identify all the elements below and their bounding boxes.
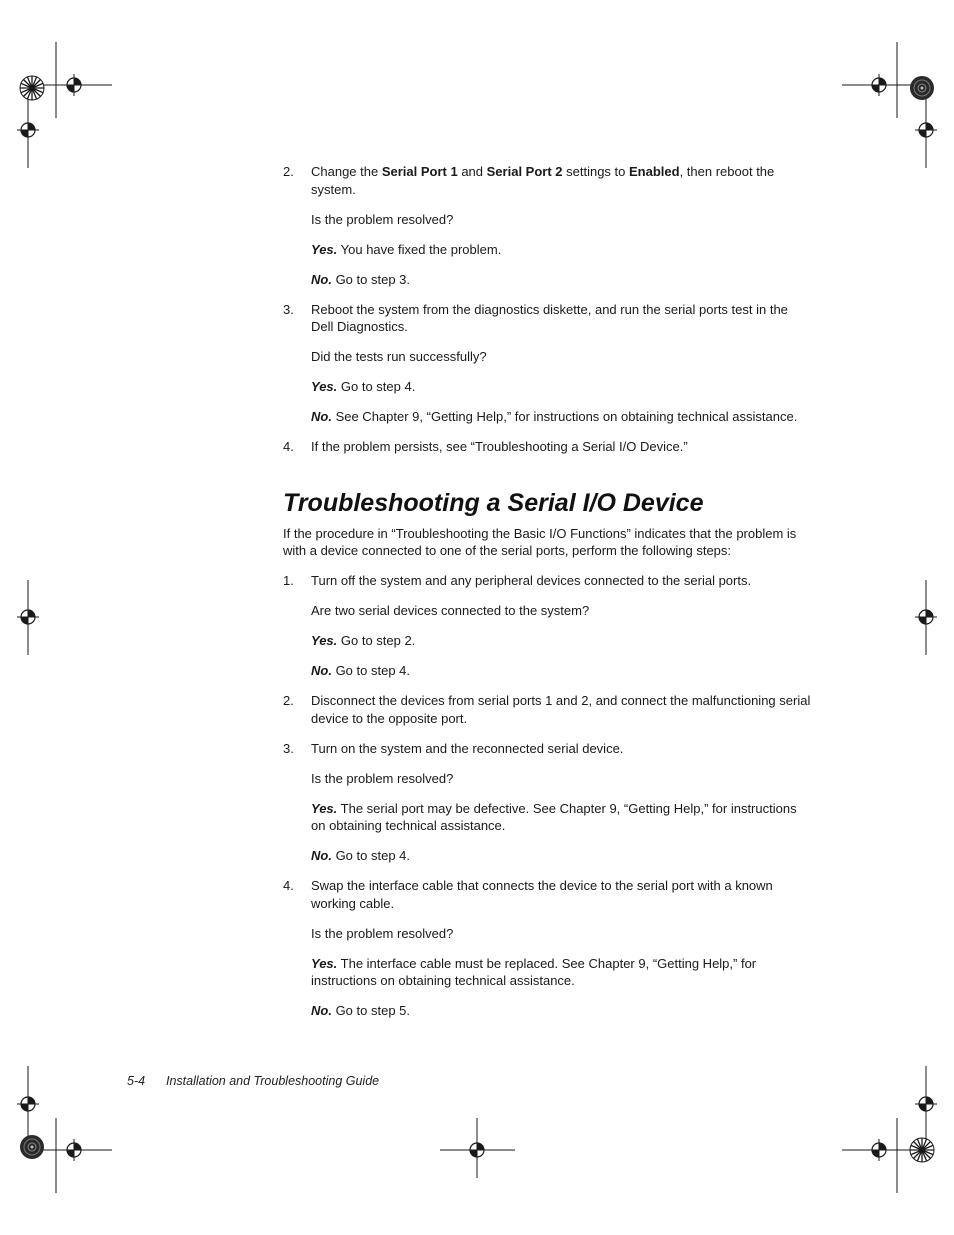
answer-text: The serial port may be defective. See Chapter 9, “Getting Help,” for instructions on obtaining technical assistance. [311, 800, 797, 833]
dark-target-mark-icon [20, 1135, 44, 1159]
setting-value: Enabled [629, 164, 680, 179]
setting-name: Serial Port 2 [486, 164, 563, 179]
answer-text: Go to step 3. [331, 271, 410, 287]
question: Are two serial devices connected to the system? [311, 603, 590, 618]
step-text: Turn off the system and any peripheral devices connected to the serial ports. [311, 573, 752, 588]
starburst-mark-icon [910, 1138, 934, 1162]
registration-mark-icon [915, 1093, 937, 1115]
answer-text: See Chapter 9, “Getting Help,” for instructions on obtaining technical assistance. [331, 409, 798, 424]
page-body [283, 163, 813, 1032]
yes-answer [311, 955, 813, 990]
step-2 [283, 163, 813, 198]
registration-mark-icon [17, 606, 39, 628]
no-label: No. [311, 1003, 332, 1018]
step-3 [283, 301, 813, 336]
step-number: 2. [283, 164, 294, 179]
question: Did the tests run successfully? [311, 349, 487, 364]
setting-name: Serial Port 1 [381, 164, 458, 179]
yes-label: Yes. [311, 241, 338, 257]
yes-answer [311, 632, 813, 650]
no-label: No. [311, 663, 332, 678]
no-answer [311, 847, 813, 865]
step-text: Disconnect the devices from serial ports 1 and 2, and connect the malfunctioning serial device to the opposite port. [311, 693, 811, 726]
registration-mark-icon [17, 1093, 39, 1115]
page-footer [127, 1074, 379, 1088]
yes-answer [311, 241, 813, 259]
no-label: No. [311, 271, 332, 287]
step-text: Change the [311, 164, 382, 179]
yes-answer [311, 378, 813, 396]
question: Is the problem resolved? [311, 770, 454, 786]
step-text: settings to [562, 164, 629, 179]
no-label: No. [311, 409, 332, 424]
page-number: 5-4 [127, 1074, 146, 1088]
no-answer [311, 1002, 813, 1020]
registration-mark-icon [868, 1139, 890, 1161]
yes-label: Yes. [311, 800, 338, 816]
registration-mark-icon [63, 74, 85, 96]
step-text: If the problem persists, see “Troubleshooting a Serial I/O Device.” [311, 439, 688, 454]
answer-text: Go to step 4. [331, 848, 410, 863]
step-number: 3. [283, 301, 294, 317]
serial-step-3 [283, 740, 813, 758]
step-text: Turn on the system and the reconnected serial device. [311, 740, 624, 756]
step-number: 4. [283, 878, 294, 893]
serial-step-2 [283, 692, 813, 727]
step-4 [283, 438, 813, 456]
step-text: and [457, 164, 487, 179]
section-intro: If the procedure in “Troubleshooting the Basic I/O Functions” indicates that the problem is with a device connected to one of the serial ports, perform the following steps: [283, 525, 797, 558]
registration-mark-icon [915, 119, 937, 141]
footer-title: Installation and Troubleshooting Guide [166, 1074, 380, 1088]
serial-step-4 [283, 877, 813, 912]
yes-label: Yes. [311, 955, 338, 971]
yes-label: Yes. [311, 379, 338, 394]
answer-text: Go to step 4. [331, 663, 410, 678]
step-text: Reboot the system from the diagnostics diskette, and run the serial ports test in the Dell Diagnostics. [311, 301, 788, 334]
step-number: 1. [283, 573, 294, 588]
registration-mark-icon [915, 606, 937, 628]
registration-mark-icon [63, 1139, 85, 1161]
answer-text: Go to step 4. [337, 379, 416, 394]
step-number: 4. [283, 439, 294, 454]
no-answer [311, 408, 813, 426]
section-heading: Troubleshooting a Serial I/O Device [283, 488, 704, 517]
registration-mark-icon [868, 74, 890, 96]
question: Is the problem resolved? [311, 211, 454, 227]
answer-text: Go to step 5. [331, 1003, 410, 1018]
step-number: 3. [283, 740, 294, 756]
step-number: 2. [283, 693, 294, 708]
step-text: , then reboot the system. [311, 164, 775, 197]
no-label: No. [311, 848, 332, 863]
answer-text: The interface cable must be replaced. See Chapter 9, “Getting Help,” for instructions on obtaining technical assistance. [311, 955, 757, 988]
registration-mark-icon [17, 119, 39, 141]
question: Is the problem resolved? [311, 925, 454, 941]
no-answer [311, 271, 813, 289]
registration-mark-icon [466, 1139, 488, 1161]
starburst-mark-icon [20, 76, 44, 100]
yes-answer [311, 800, 813, 835]
yes-label: Yes. [311, 633, 338, 648]
answer-text: You have fixed the problem. [337, 241, 502, 257]
serial-step-1 [283, 572, 813, 590]
answer-text: Go to step 2. [337, 633, 416, 648]
step-text: Swap the interface cable that connects the device to the serial port with a known working cable. [311, 878, 773, 911]
dark-target-mark-icon [910, 76, 934, 100]
no-answer [311, 662, 813, 680]
